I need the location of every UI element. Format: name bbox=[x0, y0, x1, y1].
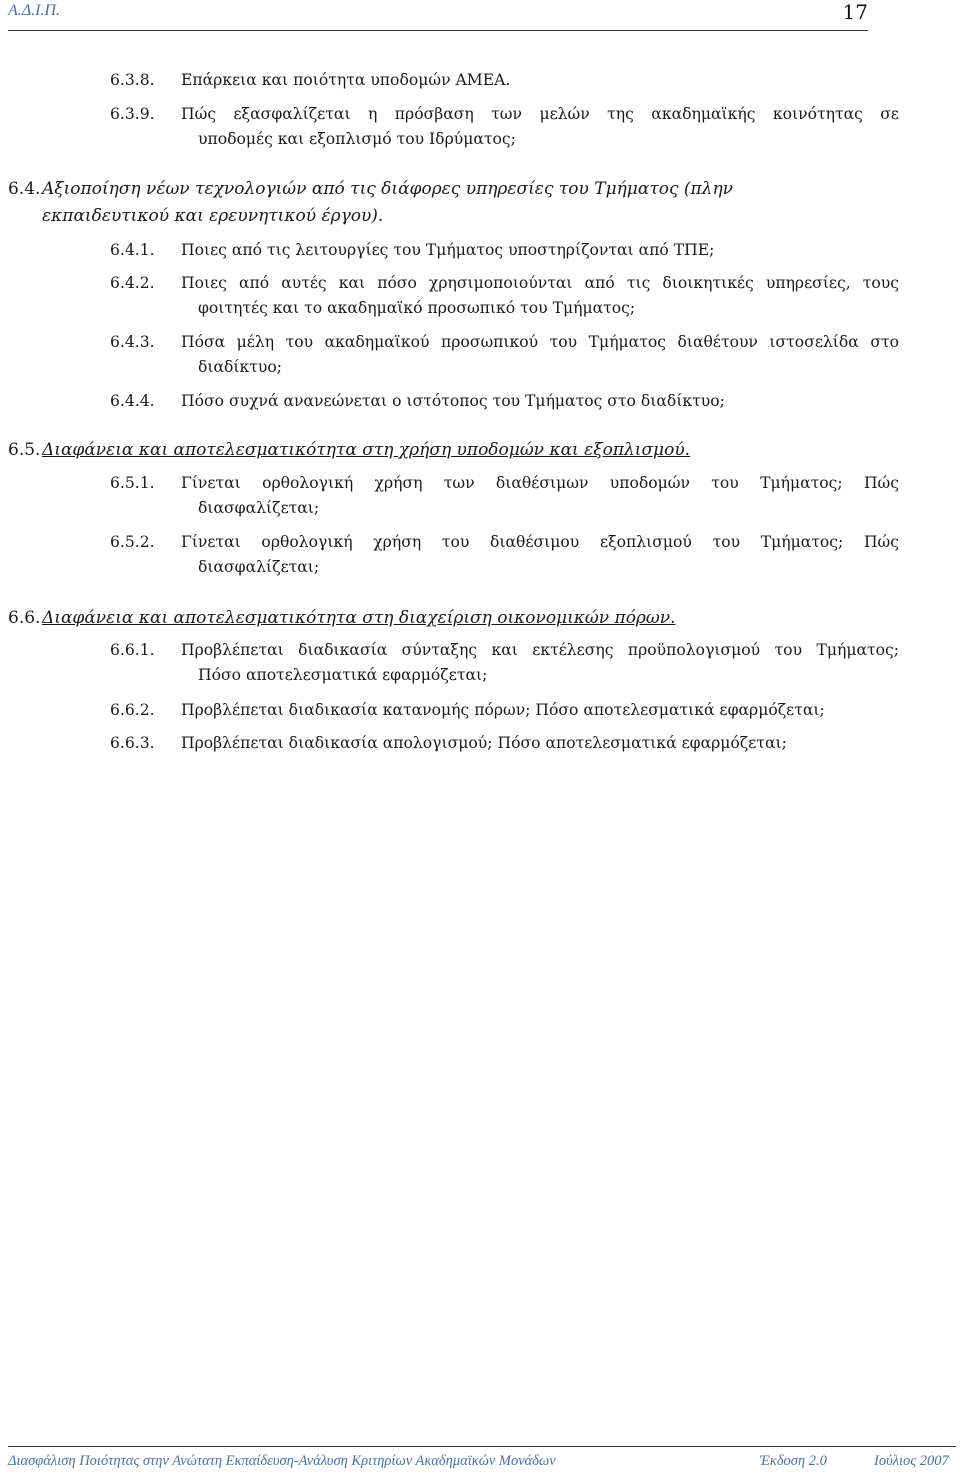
item-number: 6.5.1. bbox=[110, 474, 155, 492]
item-text: Ποιες από τις λειτουργίες του Τμήματος υποστηρίζονται από ΤΠΕ; bbox=[181, 241, 715, 259]
item-number: 6.4.3. bbox=[110, 333, 155, 351]
item-text-continued: διασφαλίζεται; bbox=[198, 499, 320, 517]
item-number: 6.4.2. bbox=[110, 274, 155, 292]
item-text: Προβλέπεται διαδικασία κατανομής πόρων; Πόσο αποτελεσματικά εφαρμόζεται; bbox=[181, 701, 825, 719]
footer-edition: Έκδοση 2.0 bbox=[760, 1453, 827, 1469]
header-institution: Α.Δ.Ι.Π. bbox=[8, 2, 61, 19]
section-title: Διαφάνεια και αποτελεσματικότητα στη χρήση υποδομών και εξοπλισμού. bbox=[42, 440, 691, 460]
item-text: Πόσο συχνά ανανεώνεται ο ιστότοπος του Τμήματος στο διαδίκτυο; bbox=[181, 392, 725, 410]
footer-title: Διασφάλιση Ποιότητας στην Ανώτατη Εκπαίδευση-Ανάλυση Κριτηρίων Ακαδημαϊκών Μονάδων bbox=[8, 1453, 556, 1469]
item-number: 6.4.1. bbox=[110, 241, 155, 259]
section-title-continued: εκπαιδευτικού και ερευνητικού έργου). bbox=[42, 206, 384, 226]
item-number: 6.4.4. bbox=[110, 392, 155, 410]
item-text-continued: φοιτητές και το ακαδημαϊκό προσωπικό του Τμήματος; bbox=[198, 299, 636, 317]
item-number: 6.3.8. bbox=[110, 71, 155, 89]
item-text: Πόσα μέλη του ακαδημαϊκού προσωπικού του Τμήματος διαθέτουν ιστοσελίδα στο bbox=[181, 333, 899, 351]
page-number: 17 bbox=[842, 0, 868, 24]
item-text-continued: διασφαλίζεται; bbox=[198, 558, 320, 576]
item-number: 6.3.9. bbox=[110, 105, 155, 123]
section-number: 6.5. bbox=[8, 440, 41, 460]
section-number: 6.4. bbox=[8, 179, 41, 199]
page-header bbox=[8, 0, 868, 31]
section-number: 6.6. bbox=[8, 608, 41, 628]
item-text: Προβλέπεται διαδικασία σύνταξης και εκτέλεσης προϋπολογισμού του Τμήματος; bbox=[181, 641, 899, 659]
page-footer bbox=[8, 1446, 956, 1475]
item-text: Γίνεται ορθολογική χρήση των διαθέσιμων υποδομών του Τμήματος; Πώς bbox=[181, 474, 899, 492]
item-text-continued: Πόσο αποτελεσματικά εφαρμόζεται; bbox=[198, 666, 488, 684]
item-text-continued: διαδίκτυο; bbox=[198, 358, 283, 376]
item-number: 6.5.2. bbox=[110, 533, 155, 551]
item-number: 6.6.3. bbox=[110, 734, 155, 752]
section-title: Διαφάνεια και αποτελεσματικότητα στη διαχείριση οικονομικών πόρων. bbox=[42, 608, 676, 628]
item-text-continued: υποδομές και εξοπλισμό του Ιδρύματος; bbox=[198, 130, 516, 148]
item-text: Επάρκεια και ποιότητα υποδομών ΑΜΕΑ. bbox=[181, 71, 511, 89]
footer-date: Ιούλιος 2007 bbox=[874, 1453, 949, 1469]
item-number: 6.6.1. bbox=[110, 641, 155, 659]
item-text: Προβλέπεται διαδικασία απολογισμού; Πόσο αποτελεσματικά εφαρμόζεται; bbox=[181, 734, 787, 752]
item-text: Ποιες από αυτές και πόσο χρησιμοποιούνται από τις διοικητικές υπηρεσίες, τους bbox=[181, 274, 899, 292]
item-text: Γίνεται ορθολογική χρήση του διαθέσιμου εξοπλισμού του Τμήματος; Πώς bbox=[181, 533, 899, 551]
item-text: Πώς εξασφαλίζεται η πρόσβαση των μελών της ακαδημαϊκής κοινότητας σε bbox=[181, 105, 899, 123]
item-number: 6.6.2. bbox=[110, 701, 155, 719]
section-title: Αξιοποίηση νέων τεχνολογιών από τις διάφορες υπηρεσίες του Τμήματος (πλην bbox=[42, 179, 733, 199]
